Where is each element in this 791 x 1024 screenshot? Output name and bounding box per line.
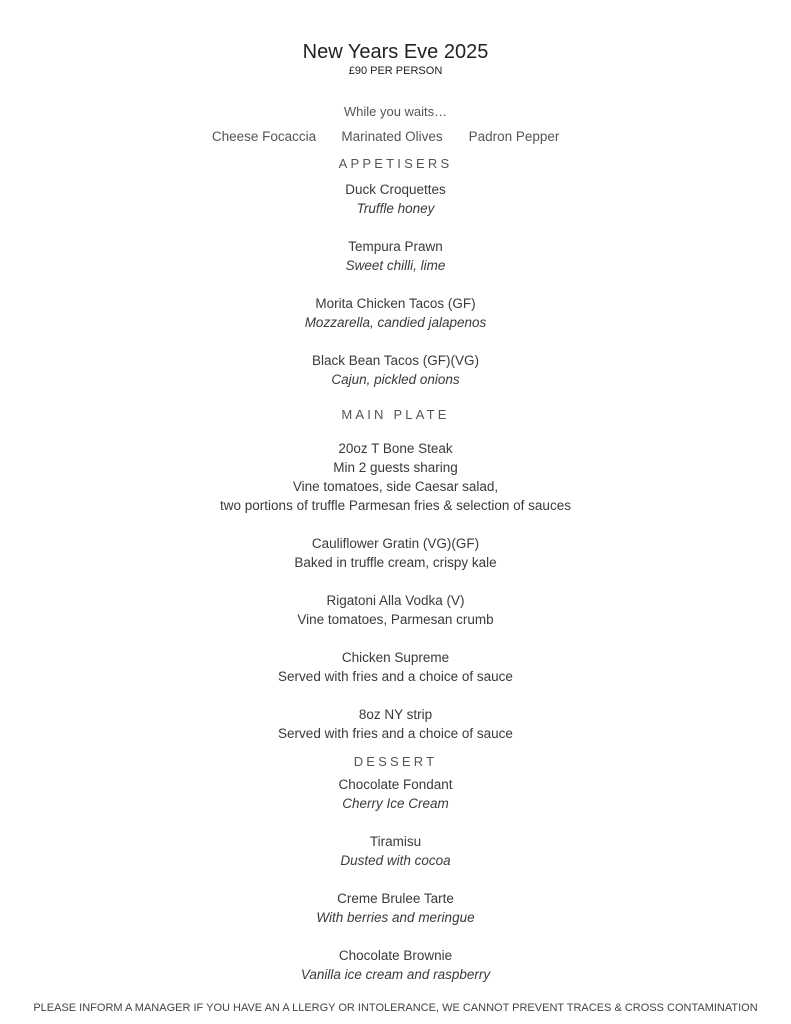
menu-item-description: Dusted with cocoa [340, 853, 451, 868]
menu-item-description: Served with fries and a choice of sauce [278, 726, 513, 741]
menu-item [0, 705, 791, 743]
section-heading-appetisers: APPETISERS [338, 156, 453, 171]
menu-item [0, 351, 791, 389]
menu-item-description: With berries and meringue [316, 910, 475, 925]
allergy-notice: PLEASE INFORM A MANAGER IF YOU HAVE AN A LLERGY OR INTOLERANCE, WE CANNOT PREVENT TRACES & CROSS CONTAMINATION [33, 1002, 758, 1014]
menu-item [0, 889, 791, 927]
menu-item-description: Baked in truffle cream, crispy kale [294, 555, 497, 570]
menu-item [0, 294, 791, 332]
appetisers-list [0, 180, 791, 408]
menu-item [0, 832, 791, 870]
price-per-person: £90 PER PERSON [348, 65, 443, 77]
menu-item-description: Vine tomatoes, Parmesan crumb [297, 612, 494, 627]
menu-item [0, 439, 791, 515]
side-item: Marinated Olives [341, 129, 443, 144]
menu-item [0, 946, 791, 984]
section-heading-dessert: DESSERT [353, 754, 438, 769]
menu-item-description: Vanilla ice cream and raspberry [300, 967, 491, 982]
menu-item-description: two portions of truffle Parmesan fries & selection of sauces [220, 498, 571, 513]
menu-item-description: Cajun, pickled onions [331, 372, 460, 387]
menu-item-name: Chocolate Fondant [338, 777, 453, 792]
menu-item-name: 20oz T Bone Steak [338, 441, 453, 456]
menu-item-name: Rigatoni Alla Vodka (V) [326, 593, 465, 608]
menu-item-name: Morita Chicken Tacos (GF) [315, 296, 476, 311]
menu-item-description: Vine tomatoes, side Caesar salad, [292, 479, 499, 494]
section-heading-main-plate: MAIN PLATE [341, 407, 450, 422]
menu-item-name: Tiramisu [369, 834, 422, 849]
side-item: Cheese Focaccia [211, 129, 317, 144]
menu-item [0, 180, 791, 218]
menu-item-name: Chicken Supreme [341, 650, 450, 665]
menu-item-name: Duck Croquettes [345, 182, 446, 197]
side-item: Padron Pepper [468, 129, 560, 144]
menu-item-description: Min 2 guests sharing [333, 460, 458, 475]
menu-item-name: Creme Brulee Tarte [337, 891, 454, 906]
menu-item-name: Black Bean Tacos (GF)(VG) [311, 353, 480, 368]
while-you-wait-label: While you waits… [343, 104, 448, 119]
menu-item-description: Truffle honey [356, 201, 435, 216]
menu-item [0, 237, 791, 275]
menu-item [0, 648, 791, 686]
menu-item [0, 591, 791, 629]
menu-item-name: Cauliflower Gratin (VG)(GF) [311, 536, 480, 551]
main-plate-list [0, 439, 791, 762]
dessert-list [0, 775, 791, 1003]
menu-item-name: 8oz NY strip [358, 707, 433, 722]
menu-item-name: Tempura Prawn [348, 239, 443, 254]
menu-item-description: Served with fries and a choice of sauce [278, 669, 513, 684]
menu-title: New Years Eve 2025 [302, 41, 489, 63]
menu-item-description: Cherry Ice Cream [342, 796, 449, 811]
menu-item [0, 775, 791, 813]
menu-item-description: Sweet chilli, lime [345, 258, 446, 273]
menu-item-name: Chocolate Brownie [338, 948, 453, 963]
menu-item [0, 534, 791, 572]
menu-item-description: Mozzarella, candied jalapenos [304, 315, 487, 330]
